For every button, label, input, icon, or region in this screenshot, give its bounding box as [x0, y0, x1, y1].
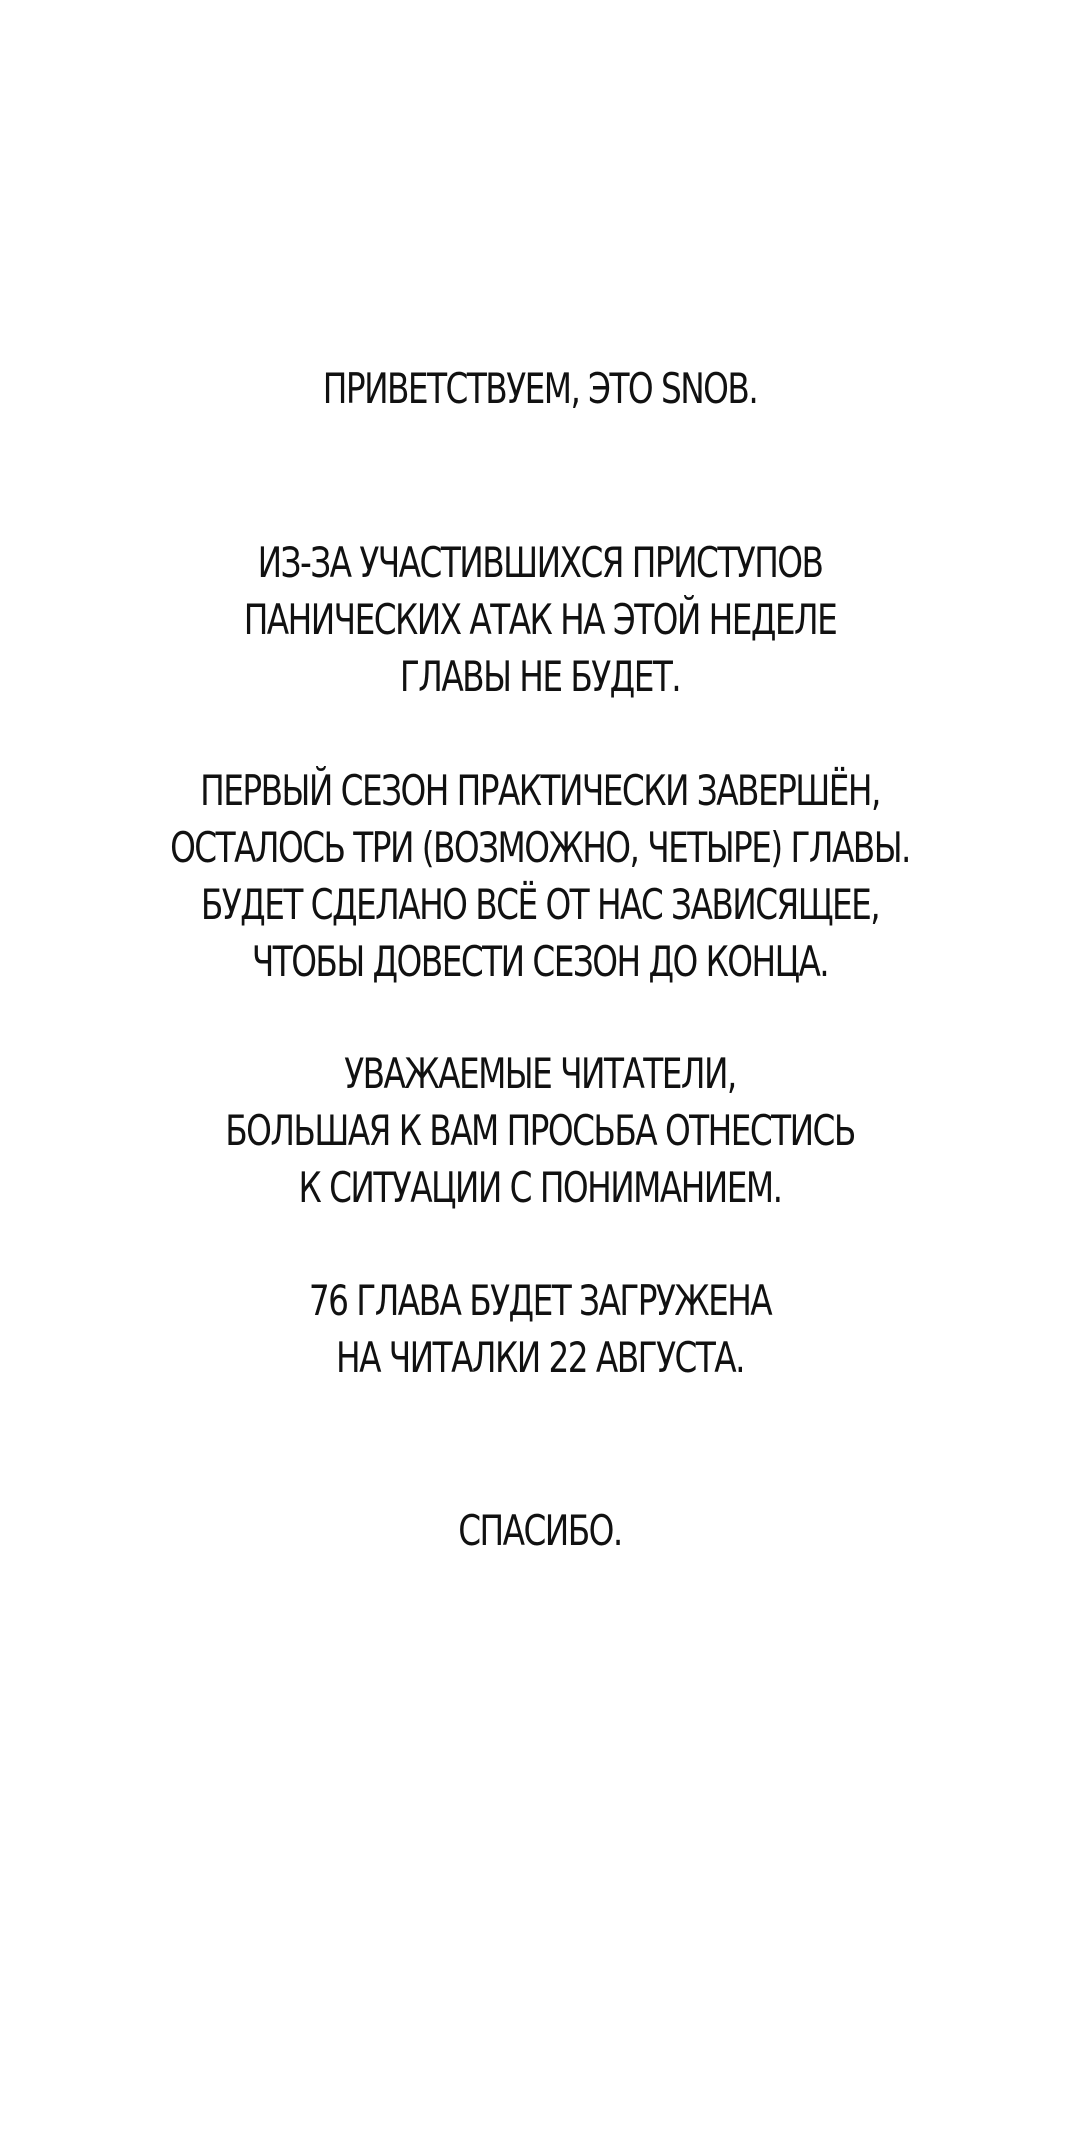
readers-line: К СИТУАЦИИ С ПОНИМАНИЕМ.: [298, 1163, 782, 1212]
readers-line: УВАЖАЕМЫЕ ЧИТАТЕЛИ,: [344, 1049, 736, 1098]
thanks-line: СПАСИБО.: [458, 1506, 622, 1555]
release-line: НА ЧИТАЛКИ 22 АВГУСТА.: [336, 1333, 744, 1382]
reason-line: ГЛАВЫ НЕ БУДЕТ.: [399, 652, 681, 701]
reason-block: [0, 534, 1080, 705]
season-line: ЧТОБЫ ДОВЕСТИ СЕЗОН ДО КОНЦА.: [251, 937, 829, 986]
reason-line: ИЗ-ЗА УЧАСТИВШИХСЯ ПРИСТУПОВ: [257, 538, 823, 587]
readers-block: [0, 1045, 1080, 1216]
readers-line: БОЛЬШАЯ К ВАМ ПРОСЬБА ОТНЕСТИСЬ: [225, 1106, 855, 1155]
season-line: ПЕРВЫЙ СЕЗОН ПРАКТИЧЕСКИ ЗАВЕРШЁН,: [200, 766, 880, 815]
season-line: БУДЕТ СДЕЛАНО ВСЁ ОТ НАС ЗАВИСЯЩЕЕ,: [200, 880, 880, 929]
season-block: [0, 762, 1080, 990]
release-line: 76 ГЛАВА БУДЕТ ЗАГРУЖЕНА: [308, 1276, 772, 1325]
release-block: [0, 1272, 1080, 1386]
reason-line: ПАНИЧЕСКИХ АТАК НА ЭТОЙ НЕДЕЛЕ: [243, 595, 837, 644]
thanks-block: [0, 1502, 1080, 1559]
greeting-line: ПРИВЕТСТВУЕМ, ЭТО SNOB.: [322, 364, 758, 413]
greeting-block: [0, 360, 1080, 417]
season-line: ОСТАЛОСЬ ТРИ (ВОЗМОЖНО, ЧЕТЫРЕ) ГЛАВЫ.: [170, 823, 910, 872]
